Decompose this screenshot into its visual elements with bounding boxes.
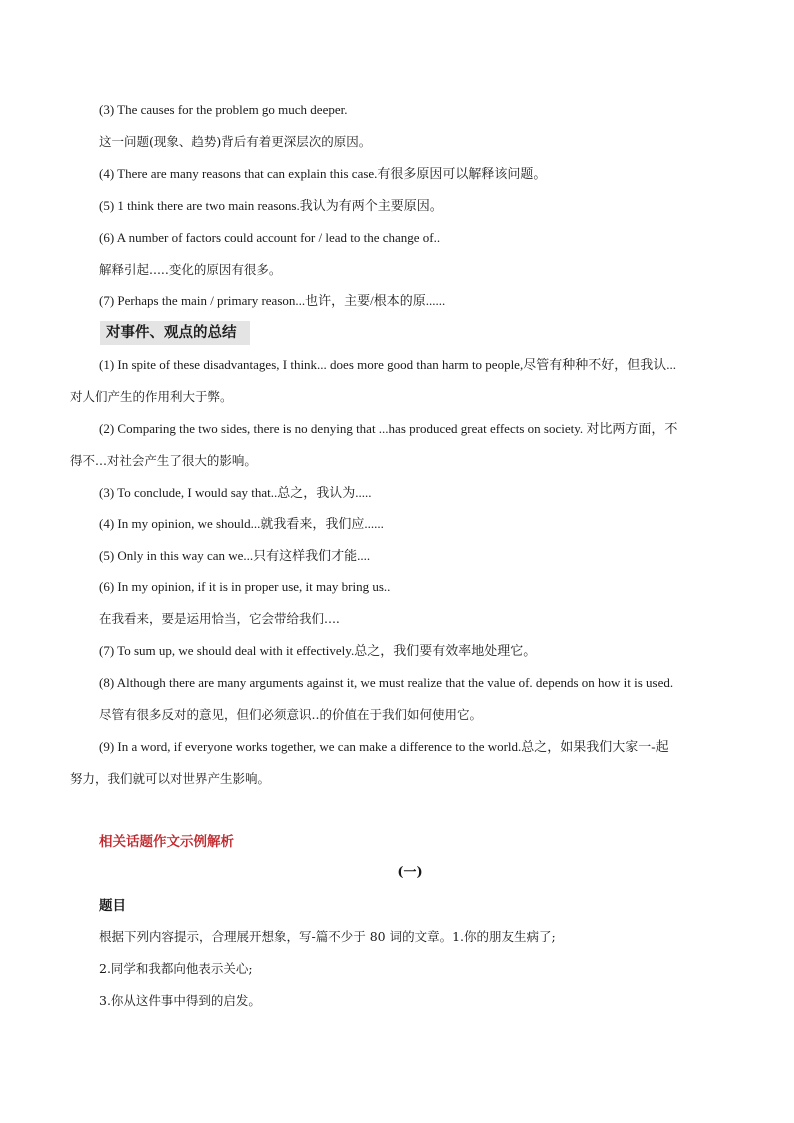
summary-line-1: (1) In spite of these disadvantages, I think... does more good than harm to people,尽管有种种不好，但我认... [99, 357, 676, 372]
summary-line-8-translation: 尽管有很多反对的意见，但们必须意识..的价值在于我们如何使用它。 [99, 707, 482, 722]
summary-line-3: (3) To conclude, I would say that..总之，我认为..... [99, 485, 372, 500]
causes-line-3: (3) The causes for the problem go much deeper. [99, 102, 348, 117]
summary-line-5: (5) Only in this way can we...只有这样我们才能.... [99, 548, 371, 563]
causes-line-3-translation: 这一问题(现象、趋势)背后有着更深层次的原因。 [99, 134, 372, 149]
examples-section-title: 相关话题作文示例解析 [99, 834, 234, 850]
summary-line-6-translation: 在我看来，要是运用恰当，它会带给我们.... [99, 611, 340, 626]
topic-line-3: 3.你从这件事中得到的启发。 [99, 993, 261, 1008]
summary-line-9: (9) In a word, if everyone works together, we can make a difference to the world.总之，如果我们大家一-起 [99, 739, 669, 754]
summary-line-7: (7) To sum up, we should deal with it effectively.总之，我们要有效率地处理它。 [99, 643, 537, 658]
example-number: (一) [397, 865, 423, 880]
summary-line-2: (2) Comparing the two sides, there is no denying that ...has produced great effects on society. 对比两方面，不 [99, 421, 678, 436]
topic-line-2: 2.同学和我都向他表示关心; [99, 961, 253, 976]
topic-label: 题目 [99, 898, 126, 914]
causes-line-6: (6) A number of factors could account for / lead to the change of.. [99, 230, 441, 245]
causes-line-7: (7) Perhaps the main / primary reason...也许，主要/根本的原...... [99, 293, 446, 308]
causes-line-5: (5) 1 think there are two main reasons.我认为有两个主要原因。 [99, 198, 443, 213]
summary-heading: 对事件、观点的总结 [100, 321, 250, 345]
summary-line-8: (8) Although there are many arguments against it, we must realize that the value of. depends on how it is used. [99, 675, 674, 690]
summary-line-6: (6) In my opinion, if it is in proper use, it may bring us.. [99, 579, 391, 594]
topic-line-1: 根据下列内容提示，合理展开想象，写-篇不少于 80 词的文章。1.你的朋友生病了; [99, 929, 556, 944]
summary-line-9-cont: 努力，我们就可以对世界产生影响。 [70, 771, 271, 786]
causes-line-6-translation: 解释引起.....变化的原因有很多。 [99, 262, 282, 277]
summary-line-4: (4) In my opinion, we should...就我看来，我们应...... [99, 516, 384, 531]
summary-line-1-cont: 对人们产生的作用利大于弊。 [70, 389, 233, 404]
summary-line-2-cont: 得不...对社会产生了很大的影响。 [70, 453, 257, 468]
causes-line-4: (4) There are many reasons that can explain this case.有很多原因可以解释该问题。 [99, 166, 547, 181]
